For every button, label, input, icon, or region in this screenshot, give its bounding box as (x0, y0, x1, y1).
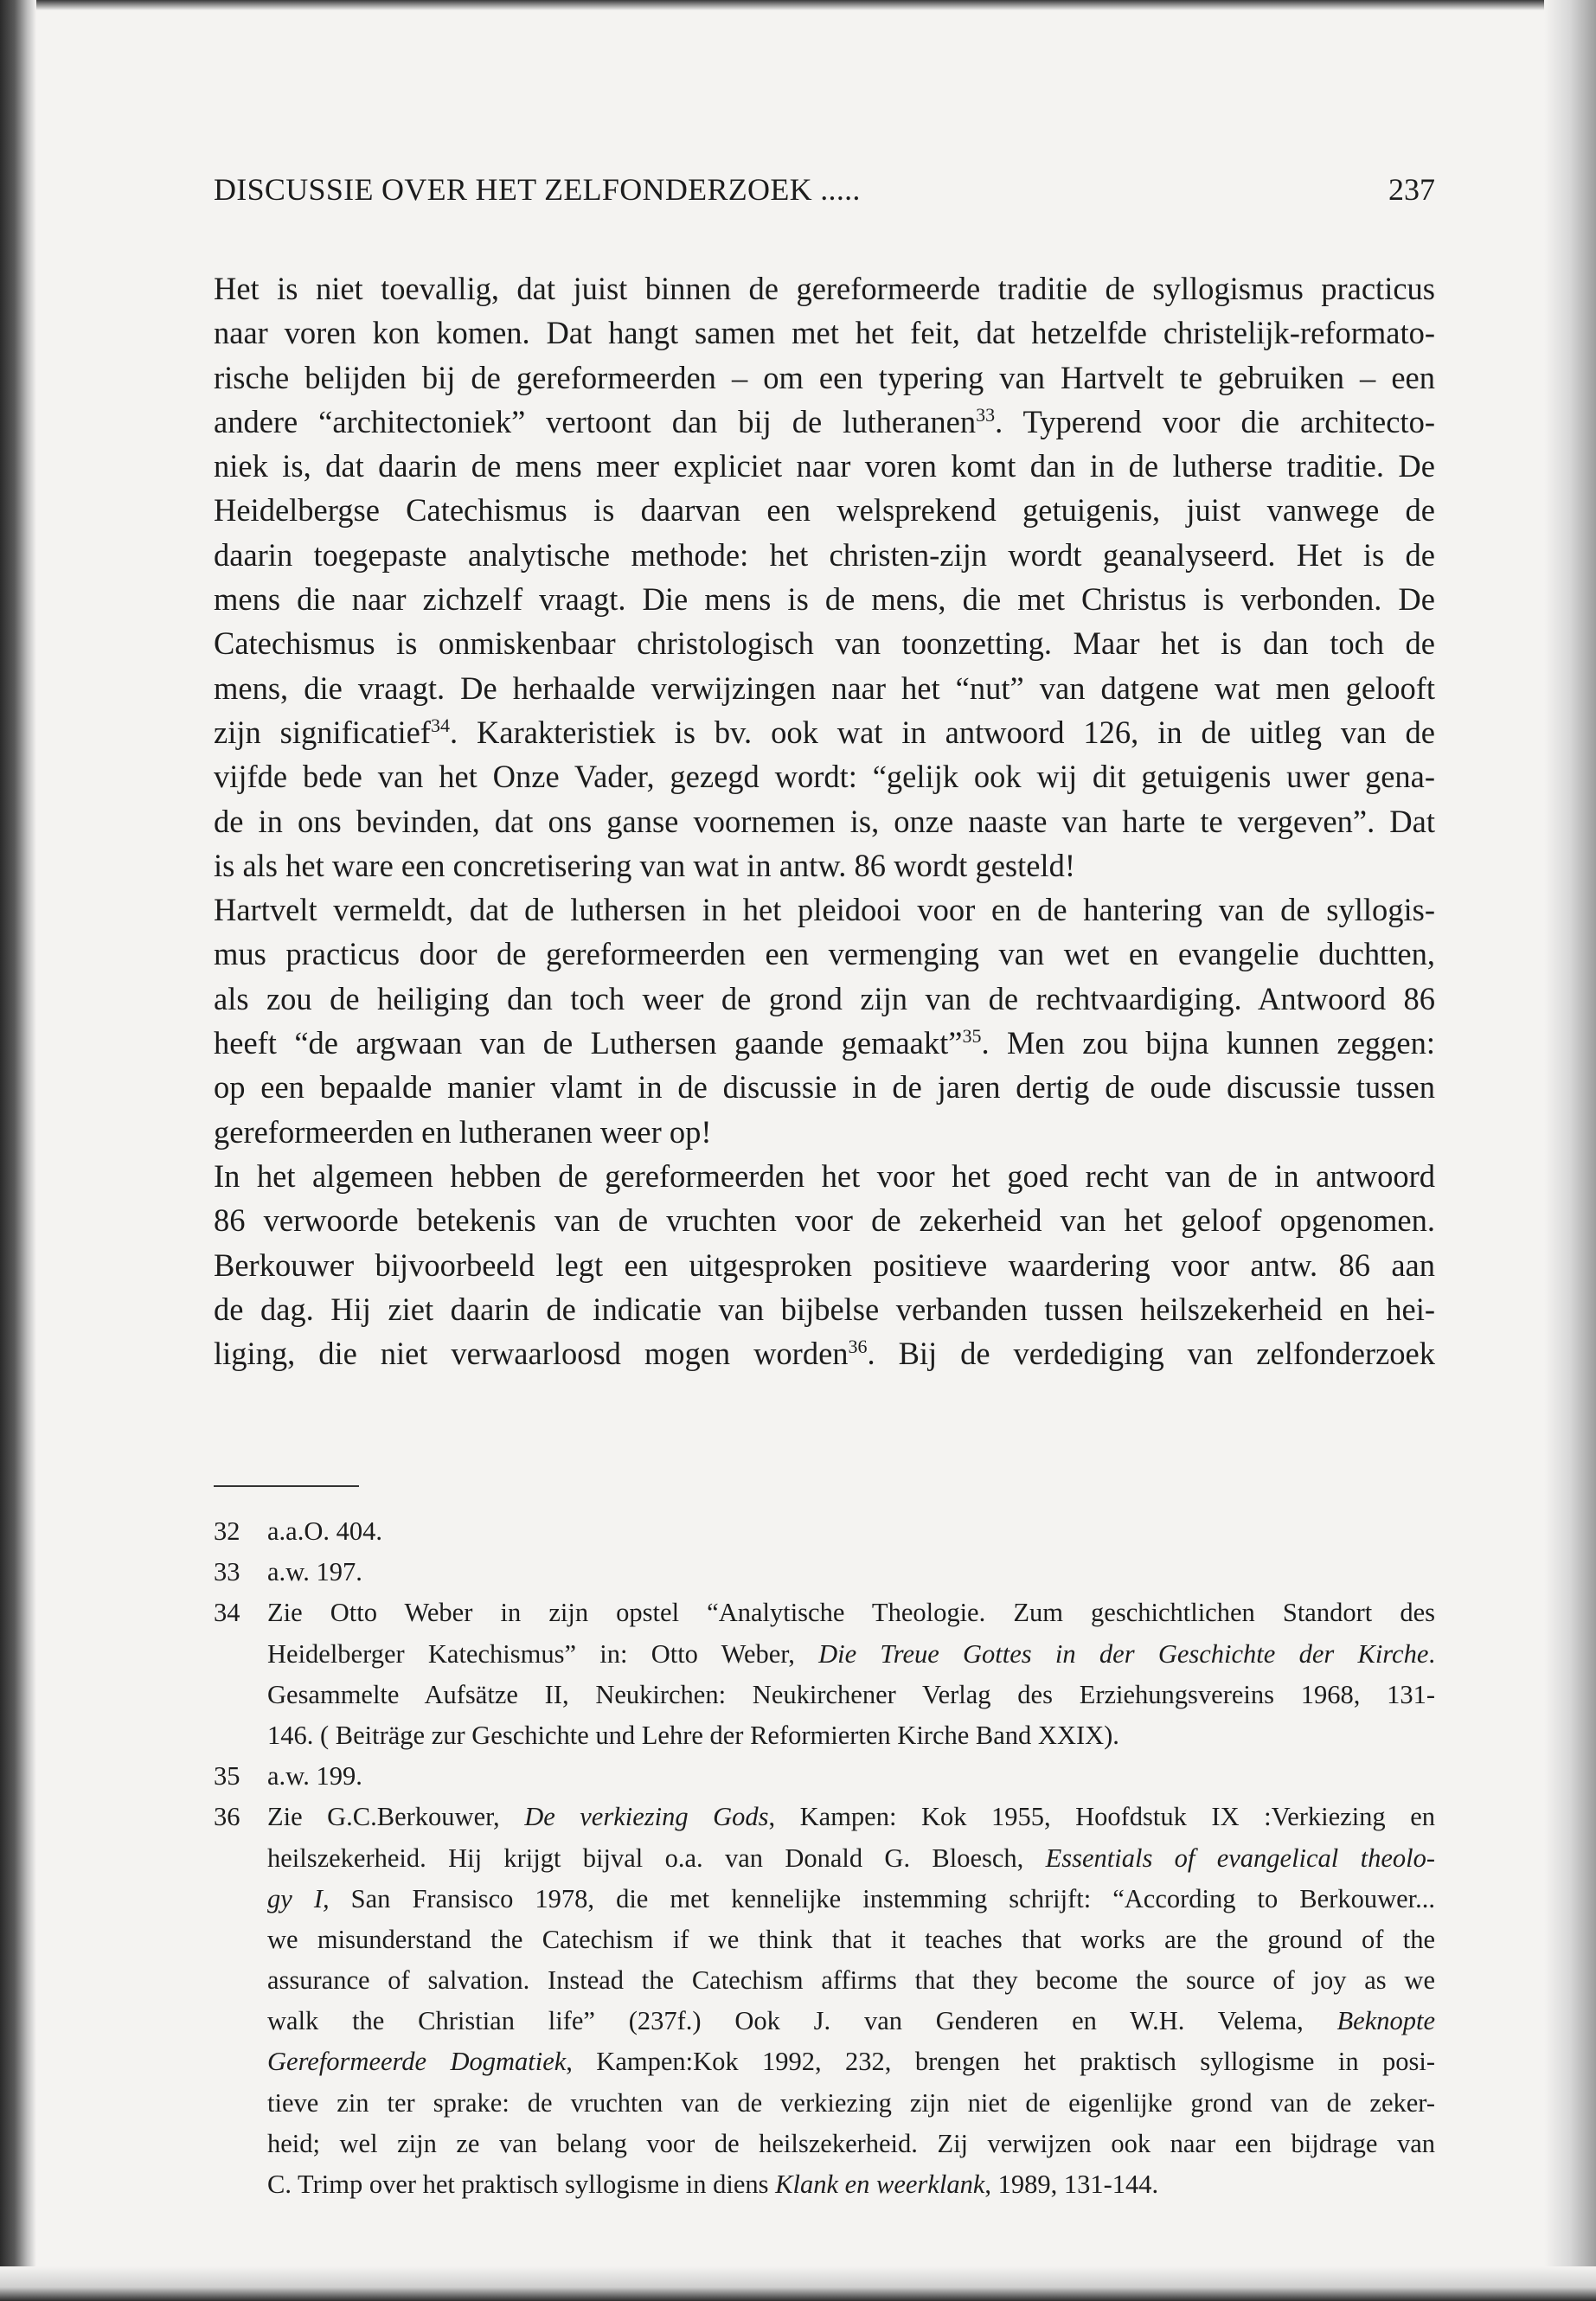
footnote-ref[interactable]: 36 (848, 1335, 868, 1357)
body-line-text: mens die naar zichzelf vraagt. Die mens is de mens, die met Christus is verbonden. De (214, 581, 1435, 618)
footnote-segment: Zie Otto Weber in zijn opstel “Analytische Theologie. Zum geschichtlichen Standort des (267, 1598, 1435, 1628)
body-line-text: heeft “de argwaan van de Luthersen gaande gemaakt” (214, 1025, 963, 1061)
footnote-segment: , Kampen:Kok 1992, 232, brengen het praktisch syllogisme in posi- (566, 2047, 1435, 2077)
body-line (214, 1287, 1435, 1331)
footnote-text (267, 2001, 1435, 2041)
body-line-text: . Men zou bijna kunnen zeggen: (981, 1025, 1435, 1061)
footnote-title: Essentials of evangelical theolo- (1045, 1843, 1435, 1873)
footnote-line (214, 1920, 1435, 1960)
footnote-number: 34 (214, 1598, 240, 1628)
footnote-separator (214, 1485, 359, 1487)
body-line-text: de in ons bevinden, dat ons ganse voornemen is, onze naaste van harte te vergeven”. Dat (214, 803, 1435, 839)
footnote-text (267, 1756, 1435, 1797)
footnote-segment: San Fransisco 1978, die met kennelijke instemming schrijft: “According to Berkouwer... (329, 1883, 1435, 1913)
footnote-segment: Zie G.C.Berkouwer, (267, 1802, 525, 1832)
footnote-segment: walk the Christian life” (237f.) Ook J. van Genderen en W.H. Velema, (267, 2006, 1337, 2036)
body-line-text: andere “architectoniek” vertoont dan bij de lutheranen (214, 403, 977, 439)
body-line (214, 666, 1435, 710)
footnote-text (267, 2041, 1435, 2082)
body-line (214, 533, 1435, 577)
footnote-text (267, 1552, 1435, 1593)
footnote-segment: , 1989, 131-144. (984, 2170, 1159, 2199)
body-line (214, 311, 1435, 355)
body-text (214, 266, 1435, 1375)
footnote-title: Klank en weerklank (775, 2170, 985, 2199)
footnote-segment: tieve zin ter sprake: de vruchten van de verkiezing zijn niet de eigenlijke grond van de zeker- (267, 2087, 1435, 2118)
body-line-text: . Bij de verdediging van zelfonderzoek (867, 1336, 1435, 1372)
body-line-text: is als het ware een concretisering van wat in antw. 86 wordt gesteld! (214, 847, 1075, 883)
body-line (214, 1065, 1435, 1109)
scan-top-edge (0, 0, 1596, 10)
footnote-segment: Gesammelte Aufsätze II, Neukirchen: Neukirchener Verlag des Erziehungsvereins 1968, 131- (267, 1679, 1435, 1709)
body-line-text: . Typerend voor die architecto- (995, 403, 1435, 439)
footnote-text (267, 2083, 1435, 2124)
body-line-text: Het is niet toevallig, dat juist binnen de gereformeerde traditie de syllogismus practicus (214, 271, 1435, 306)
footnote-segment: heilszekerheid. Hij krijgt bijval o.a. van Donald G. Bloesch, (267, 1843, 1046, 1873)
footnote-line (214, 2083, 1435, 2124)
body-line (214, 1198, 1435, 1242)
footnote-ref[interactable]: 35 (962, 1024, 982, 1047)
footnote-line (214, 1879, 1435, 1920)
footnote-line (214, 2041, 1435, 2082)
footnote-text (267, 1920, 1435, 1960)
footnote-line (214, 1593, 1435, 1633)
scan-binding-shadow (0, 0, 36, 2301)
body-line-text: gereformeerden en lutheranen weer op! (214, 1113, 712, 1150)
body-line (214, 1021, 1435, 1065)
body-line-text: 86 verwoorde betekenis van de vruchten voor de zekerheid van het geloof opgenomen. (214, 1202, 1435, 1239)
footnote-title: gy I, (267, 1883, 330, 1913)
footnote-ref[interactable]: 33 (976, 403, 996, 426)
footnote-number: 33 (214, 1557, 240, 1587)
scan-bottom-edge (0, 2266, 1596, 2301)
footnote-line (214, 1797, 1435, 1837)
footnote-text (267, 1675, 1435, 1715)
body-line (214, 977, 1435, 1021)
footnotes (214, 1511, 1435, 2205)
footnote-text (267, 1593, 1435, 1633)
body-line (214, 488, 1435, 532)
body-line-text: vijfde bede van het Onze Vader, gezegd wordt: “gelijk ook wij dit getuigenis uwer gena- (214, 759, 1435, 795)
footnote-segment: a.a.O. 404. (267, 1516, 382, 1546)
body-line-text: daarin toegepaste analytische methode: het christen-zijn wordt geanalyseerd. Het is de (214, 536, 1435, 573)
body-line-text: Hartvelt vermeldt, dat de luthersen in het pleidooi voor en de hantering van de syllogis- (214, 892, 1435, 928)
footnote-text (267, 1715, 1435, 1756)
footnote-text (267, 1960, 1435, 2001)
footnote-segment: we misunderstand the Catechism if we think that it teaches that works are the ground of the (267, 1924, 1435, 1954)
footnote-text (267, 1634, 1435, 1675)
footnote-text (267, 1797, 1435, 1837)
body-line-text: op een bepaalde manier vlamt in de discussie in de jaren dertig de oude discussie tussen (214, 1069, 1435, 1106)
footnote-line (214, 1756, 1435, 1797)
footnote-line (214, 1634, 1435, 1675)
footnote-text (267, 2164, 1435, 2205)
body-line-text: . Karakteristiek is bv. ook wat in antwoord 126, in de uitleg van de (449, 714, 1435, 750)
body-line-text: rische belijden bij de gereformeerden – om een typering van Hartvelt te gebruiken – een (214, 359, 1435, 395)
body-line (214, 1110, 1435, 1154)
footnote-number: 32 (214, 1516, 240, 1546)
scan-right-edge (1544, 0, 1596, 2301)
footnote-segment: assurance of salvation. Instead the Catechism affirms that they become the source of joy as we (267, 1965, 1435, 1996)
footnote-line (214, 1675, 1435, 1715)
running-title: DISCUSSIE OVER HET ZELFONDERZOEK ..... (214, 172, 861, 207)
footnote-segment: a.w. 199. (267, 1761, 362, 1791)
footnote-segment: Heidelberger Katechismus” in: Otto Weber, (267, 1638, 819, 1669)
body-line-text: zijn significatief (214, 714, 431, 750)
body-line (214, 754, 1435, 798)
footnote-line (214, 2124, 1435, 2164)
body-line (214, 621, 1435, 665)
body-line (214, 266, 1435, 311)
body-line (214, 932, 1435, 976)
footnote-segment: heid; wel zijn ze van belang voor de heilszekerheid. Zij verwijzen ook naar een bijdrage van (267, 2128, 1435, 2158)
body-line (214, 1331, 1435, 1375)
body-line (214, 1154, 1435, 1198)
footnote-line (214, 2001, 1435, 2041)
footnote-text (267, 1838, 1435, 1879)
footnote-title: De verkiezing Gods (524, 1802, 769, 1832)
footnote-title: Die Treue Gottes in der Geschichte der Kirche (818, 1638, 1429, 1669)
body-line (214, 400, 1435, 444)
footnote-segment: , Kampen: Kok 1955, Hoofdstuk IX :Verkiezing en (768, 1802, 1435, 1832)
footnote-line (214, 1715, 1435, 1756)
footnote-number: 36 (214, 1802, 240, 1832)
footnote-number: 35 (214, 1761, 240, 1791)
body-line (214, 577, 1435, 621)
footnote-segment: C. Trimp over het praktisch syllogisme in diens (267, 2170, 776, 2199)
footnote-ref[interactable]: 34 (430, 714, 450, 736)
body-line-text: naar voren kon komen. Dat hangt samen met het feit, dat hetzelfde christelijk-reformato- (214, 315, 1435, 351)
footnote-segment: a.w. 197. (267, 1557, 362, 1587)
footnote-line (214, 1511, 1435, 1552)
body-line-text: Heidelbergse Catechismus is daarvan een welsprekend getuigenis, juist vanwege de (214, 492, 1435, 529)
footnote-segment: . (1428, 1638, 1435, 1669)
footnote-line (214, 1960, 1435, 2001)
footnote-text (267, 1879, 1435, 1920)
footnote-title: Gereformeerde Dogmatiek (267, 2047, 567, 2077)
body-line-text: Berkouwer bijvoorbeeld legt een uitgesproken positieve waardering voor antw. 86 aan (214, 1247, 1435, 1283)
body-line-text: mus practicus door de gereformeerden een vermenging van wet en evangelie duchtten, (214, 936, 1435, 972)
footnote-title: Beknopte (1336, 2006, 1435, 2036)
body-line-text: In het algemeen hebben de gereformeerden het voor het goed recht van de in antwoord (214, 1157, 1435, 1194)
page-number: 237 (1388, 172, 1435, 207)
body-line (214, 799, 1435, 843)
footnote-line (214, 1552, 1435, 1593)
body-line (214, 710, 1435, 754)
body-line-text: niek is, dat daarin de mens meer expliciet naar voren komt dan in de lutherse traditie. De (214, 448, 1435, 484)
body-line (214, 444, 1435, 488)
body-line-text: liging, die niet verwaarloosd mogen worden (214, 1336, 849, 1372)
footnote-text (267, 2124, 1435, 2164)
body-line-text: de dag. Hij ziet daarin de indicatie van bijbelse verbanden tussen heilszekerheid en hei- (214, 1291, 1435, 1327)
body-line (214, 356, 1435, 400)
body-line-text: Catechismus is onmiskenbaar christologisch van toonzetting. Maar het is dan toch de (214, 625, 1435, 662)
body-line-text: als zou de heiliging dan toch weer de grond zijn van de rechtvaardiging. Antwoord 86 (214, 980, 1435, 1016)
body-line-text: mens, die vraagt. De herhaalde verwijzingen naar het “nut” van datgene wat men gelooft (214, 670, 1435, 706)
footnote-line (214, 1838, 1435, 1879)
body-line (214, 1243, 1435, 1287)
footnote-text (267, 1511, 1435, 1552)
body-line (214, 888, 1435, 932)
footnote-line (214, 2164, 1435, 2205)
body-line (214, 843, 1435, 888)
footnote-segment: 146. ( Beiträge zur Geschichte und Lehre der Reformierten Kirche Band XXIX). (267, 1720, 1119, 1750)
page-header (214, 171, 1435, 211)
